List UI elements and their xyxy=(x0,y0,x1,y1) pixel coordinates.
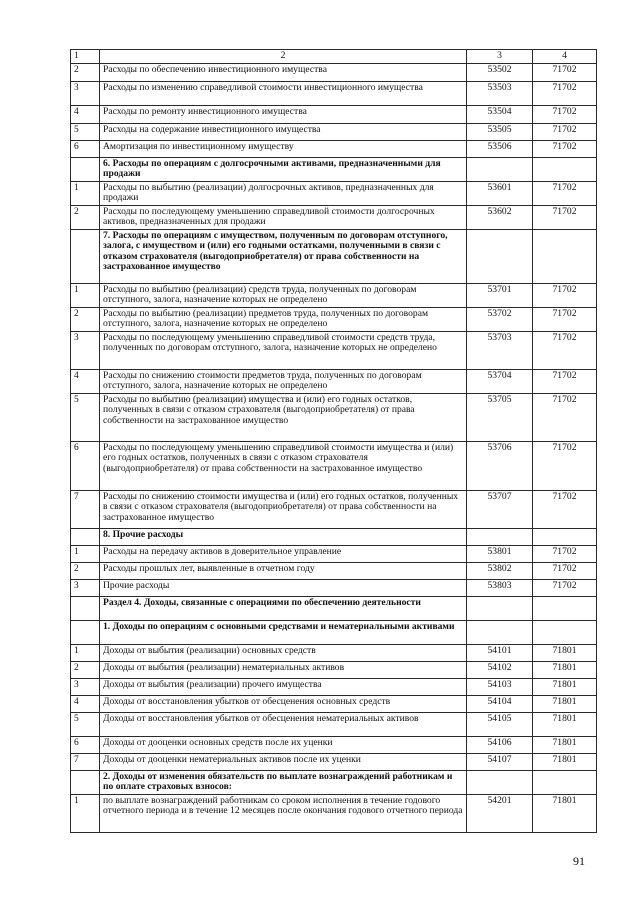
row-number: 4 xyxy=(71,105,100,123)
row-name: Доходы от восстановления убытков от обесценения основных средств xyxy=(100,695,467,712)
row-number: 2 xyxy=(71,562,100,579)
table-row xyxy=(71,369,597,393)
row-name: Доходы от дооценки нематериальных активов после их уценки xyxy=(100,753,467,770)
row-name: Расходы по снижению стоимости предметов труда, полученных по договорам отступного, залога, назначение которых не определено xyxy=(100,369,467,393)
row-number: 2 xyxy=(71,63,100,81)
row-account-number: 71801 xyxy=(533,695,597,712)
row-number: 2 xyxy=(71,661,100,678)
row-number: 1 xyxy=(71,181,100,205)
row-symbol-code: 54101 xyxy=(467,644,533,661)
row-name: Расходы прошлых лет, выявленные в отчетном году xyxy=(100,562,467,579)
row-symbol-code: 53601 xyxy=(467,181,533,205)
row-number xyxy=(71,528,100,545)
table-row xyxy=(71,661,597,678)
table-row xyxy=(71,81,597,105)
table-row xyxy=(71,736,597,753)
row-number xyxy=(71,229,100,283)
row-account-number: 71801 xyxy=(533,736,597,753)
section-heading-row xyxy=(71,229,597,283)
row-number: 1 xyxy=(71,545,100,562)
row-name: Доходы от выбытия (реализации) основных средств xyxy=(100,644,467,661)
table-row xyxy=(71,105,597,123)
row-account-number: 71702 xyxy=(533,63,597,81)
row-name: Расходы на передачу активов в доверительное управление xyxy=(100,545,467,562)
row-name: Расходы по выбытию (реализации) имущества и (или) его годных остатков, полученных в связи с отказом страхователя (выгодоприобретателя) от права собственности на застрахованное имущество xyxy=(100,393,467,441)
section-heading-row xyxy=(71,620,597,644)
table-row xyxy=(71,307,597,331)
row-symbol-code: 54201 xyxy=(467,794,533,832)
header-col-2: 2 xyxy=(100,50,467,64)
header-col-4: 4 xyxy=(533,50,597,64)
table-row xyxy=(71,205,597,229)
row-name: по выплате вознаграждений работникам со сроком исполнения в течение годового отчетного периода и в течение 12 месяцев после окончания годового отчетного периода xyxy=(100,794,467,832)
table-row xyxy=(71,695,597,712)
row-account-number: 71801 xyxy=(533,794,597,832)
table-row xyxy=(71,393,597,441)
row-symbol-code: 53707 xyxy=(467,490,533,528)
row-number: 1 xyxy=(71,283,100,307)
row-name: Доходы от восстановления убытков от обесценения нематериальных активов xyxy=(100,712,467,736)
table-row xyxy=(71,490,597,528)
row-symbol-code xyxy=(467,770,533,794)
row-symbol-code: 53701 xyxy=(467,283,533,307)
row-number: 7 xyxy=(71,753,100,770)
row-number: 4 xyxy=(71,695,100,712)
row-number: 3 xyxy=(71,678,100,695)
row-account-number: 71702 xyxy=(533,283,597,307)
row-account-number xyxy=(533,596,597,620)
row-symbol-code: 53505 xyxy=(467,123,533,140)
row-symbol-code: 54102 xyxy=(467,661,533,678)
row-account-number: 71702 xyxy=(533,205,597,229)
section-heading-row xyxy=(71,770,597,794)
row-account-number: 71702 xyxy=(533,181,597,205)
row-account-number xyxy=(533,229,597,283)
row-number: 6 xyxy=(71,140,100,157)
row-symbol-code: 53503 xyxy=(467,81,533,105)
row-name: Расходы по выбытию (реализации) предметов труда, полученных по договорам отступного, залога, назначение которых не определено xyxy=(100,307,467,331)
row-account-number: 71702 xyxy=(533,579,597,596)
row-number: 3 xyxy=(71,579,100,596)
row-symbol-code: 53801 xyxy=(467,545,533,562)
row-number xyxy=(71,157,100,181)
table-row xyxy=(71,712,597,736)
row-number xyxy=(71,596,100,620)
row-account-number xyxy=(533,770,597,794)
row-name: 2. Доходы от изменения обязательств по выплате вознаграждений работникам и по оплате страховых взносов: xyxy=(100,770,467,794)
row-number: 6 xyxy=(71,441,100,490)
row-number: 5 xyxy=(71,393,100,441)
row-name: Амортизация по инвестиционному имуществу xyxy=(100,140,467,157)
table-row xyxy=(71,181,597,205)
table-row xyxy=(71,283,597,307)
section-heading-row xyxy=(71,596,597,620)
row-account-number: 71702 xyxy=(533,81,597,105)
row-name: Расходы на содержание инвестиционного имущества xyxy=(100,123,467,140)
header-col-3: 3 xyxy=(467,50,533,64)
table-row xyxy=(71,644,597,661)
row-number: 1 xyxy=(71,644,100,661)
row-number: 5 xyxy=(71,123,100,140)
row-account-number xyxy=(533,528,597,545)
row-account-number: 71801 xyxy=(533,661,597,678)
table-row xyxy=(71,140,597,157)
row-account-number: 71801 xyxy=(533,678,597,695)
page-number: 91 xyxy=(573,854,585,868)
row-account-number xyxy=(533,620,597,644)
row-account-number: 71801 xyxy=(533,712,597,736)
row-symbol-code: 54107 xyxy=(467,753,533,770)
row-name: Доходы от выбытия (реализации) прочего имущества xyxy=(100,678,467,695)
row-symbol-code: 53702 xyxy=(467,307,533,331)
row-number: 5 xyxy=(71,712,100,736)
row-name: Расходы по выбытию (реализации) долгосрочных активов, предназначенных для продажи xyxy=(100,181,467,205)
account-register-table xyxy=(70,49,597,833)
row-account-number: 71702 xyxy=(533,123,597,140)
table-header-row xyxy=(71,50,597,64)
row-symbol-code: 53504 xyxy=(467,105,533,123)
row-name: Раздел 4. Доходы, связанные с операциями по обеспечению деятельности xyxy=(100,596,467,620)
row-symbol-code xyxy=(467,157,533,181)
row-number xyxy=(71,620,100,644)
table-row xyxy=(71,562,597,579)
section-heading-row xyxy=(71,528,597,545)
table-row xyxy=(71,331,597,369)
row-account-number: 71702 xyxy=(533,105,597,123)
row-symbol-code xyxy=(467,596,533,620)
row-name: Расходы по последующему уменьшению справедливой стоимости долгосрочных активов, предназначенных для продажи xyxy=(100,205,467,229)
row-account-number: 71702 xyxy=(533,369,597,393)
row-number: 1 xyxy=(71,794,100,832)
row-name: 6. Расходы по операциям с долгосрочными активами, предназначенными для продажи xyxy=(100,157,467,181)
row-account-number: 71702 xyxy=(533,441,597,490)
table-row xyxy=(71,123,597,140)
row-symbol-code: 54105 xyxy=(467,712,533,736)
row-name: Расходы по обеспечению инвестиционного имущества xyxy=(100,63,467,81)
row-symbol-code: 53506 xyxy=(467,140,533,157)
table-row xyxy=(71,794,597,832)
row-name: Расходы по снижению стоимости имущества и (или) его годных остатков, полученных в связи с отказом страхователя (выгодоприобретателя) от права собственности на застрахованное имущество xyxy=(100,490,467,528)
row-symbol-code: 53704 xyxy=(467,369,533,393)
row-name: Доходы от дооценки основных средств после их уценки xyxy=(100,736,467,753)
row-account-number: 71702 xyxy=(533,307,597,331)
row-name: Расходы по изменению справедливой стоимости инвестиционного имущества xyxy=(100,81,467,105)
row-account-number: 71801 xyxy=(533,753,597,770)
row-name: Расходы по последующему уменьшению справедливой стоимости имущества и (или) его годных остатков, полученных в связи с отказом страхователя (выгодоприобретателя) от права собственности на застрахованное имущество xyxy=(100,441,467,490)
row-symbol-code: 54106 xyxy=(467,736,533,753)
row-account-number: 71702 xyxy=(533,393,597,441)
table-row xyxy=(71,753,597,770)
row-symbol-code xyxy=(467,229,533,283)
row-number: 2 xyxy=(71,307,100,331)
row-account-number: 71702 xyxy=(533,331,597,369)
row-symbol-code: 53802 xyxy=(467,562,533,579)
table-row xyxy=(71,579,597,596)
row-account-number: 71702 xyxy=(533,562,597,579)
table-row xyxy=(71,545,597,562)
row-number: 3 xyxy=(71,331,100,369)
row-symbol-code: 54103 xyxy=(467,678,533,695)
row-name: Расходы по выбытию (реализации) средств труда, полученных по договорам отступного, залога, назначение которых не определено xyxy=(100,283,467,307)
row-symbol-code: 53706 xyxy=(467,441,533,490)
row-name: Доходы от выбытия (реализации) нематериальных активов xyxy=(100,661,467,678)
row-account-number: 71801 xyxy=(533,644,597,661)
row-number: 3 xyxy=(71,81,100,105)
row-name: 1. Доходы по операциям с основными средствами и нематериальными активами xyxy=(100,620,467,644)
row-name: 8. Прочие расходы xyxy=(100,528,467,545)
header-col-1: 1 xyxy=(71,50,100,64)
row-account-number xyxy=(533,157,597,181)
table-row xyxy=(71,63,597,81)
row-symbol-code: 53602 xyxy=(467,205,533,229)
row-name: Расходы по ремонту инвестиционного имущества xyxy=(100,105,467,123)
row-name: Прочие расходы xyxy=(100,579,467,596)
row-account-number: 71702 xyxy=(533,545,597,562)
row-symbol-code: 53803 xyxy=(467,579,533,596)
row-number: 7 xyxy=(71,490,100,528)
row-number xyxy=(71,770,100,794)
row-symbol-code: 53502 xyxy=(467,63,533,81)
row-name: 7. Расходы по операциям с имуществом, полученным по договорам отступного, залога, с имуществом и (или) его годными остатками, полученными в связи с отказом страхователя (выгодоприобретателя) от права собственности на застрахованное имущество xyxy=(100,229,467,283)
table-row xyxy=(71,678,597,695)
row-symbol-code: 54104 xyxy=(467,695,533,712)
section-heading-row xyxy=(71,157,597,181)
table-row xyxy=(71,441,597,490)
row-number: 6 xyxy=(71,736,100,753)
row-symbol-code: 53703 xyxy=(467,331,533,369)
row-account-number: 71702 xyxy=(533,490,597,528)
row-number: 2 xyxy=(71,205,100,229)
row-account-number: 71702 xyxy=(533,140,597,157)
row-number: 4 xyxy=(71,369,100,393)
row-name: Расходы по последующему уменьшению справедливой стоимости средств труда, полученных по договорам отступного, залога, назначение которых не определено xyxy=(100,331,467,369)
row-symbol-code xyxy=(467,620,533,644)
row-symbol-code: 53705 xyxy=(467,393,533,441)
row-symbol-code xyxy=(467,528,533,545)
